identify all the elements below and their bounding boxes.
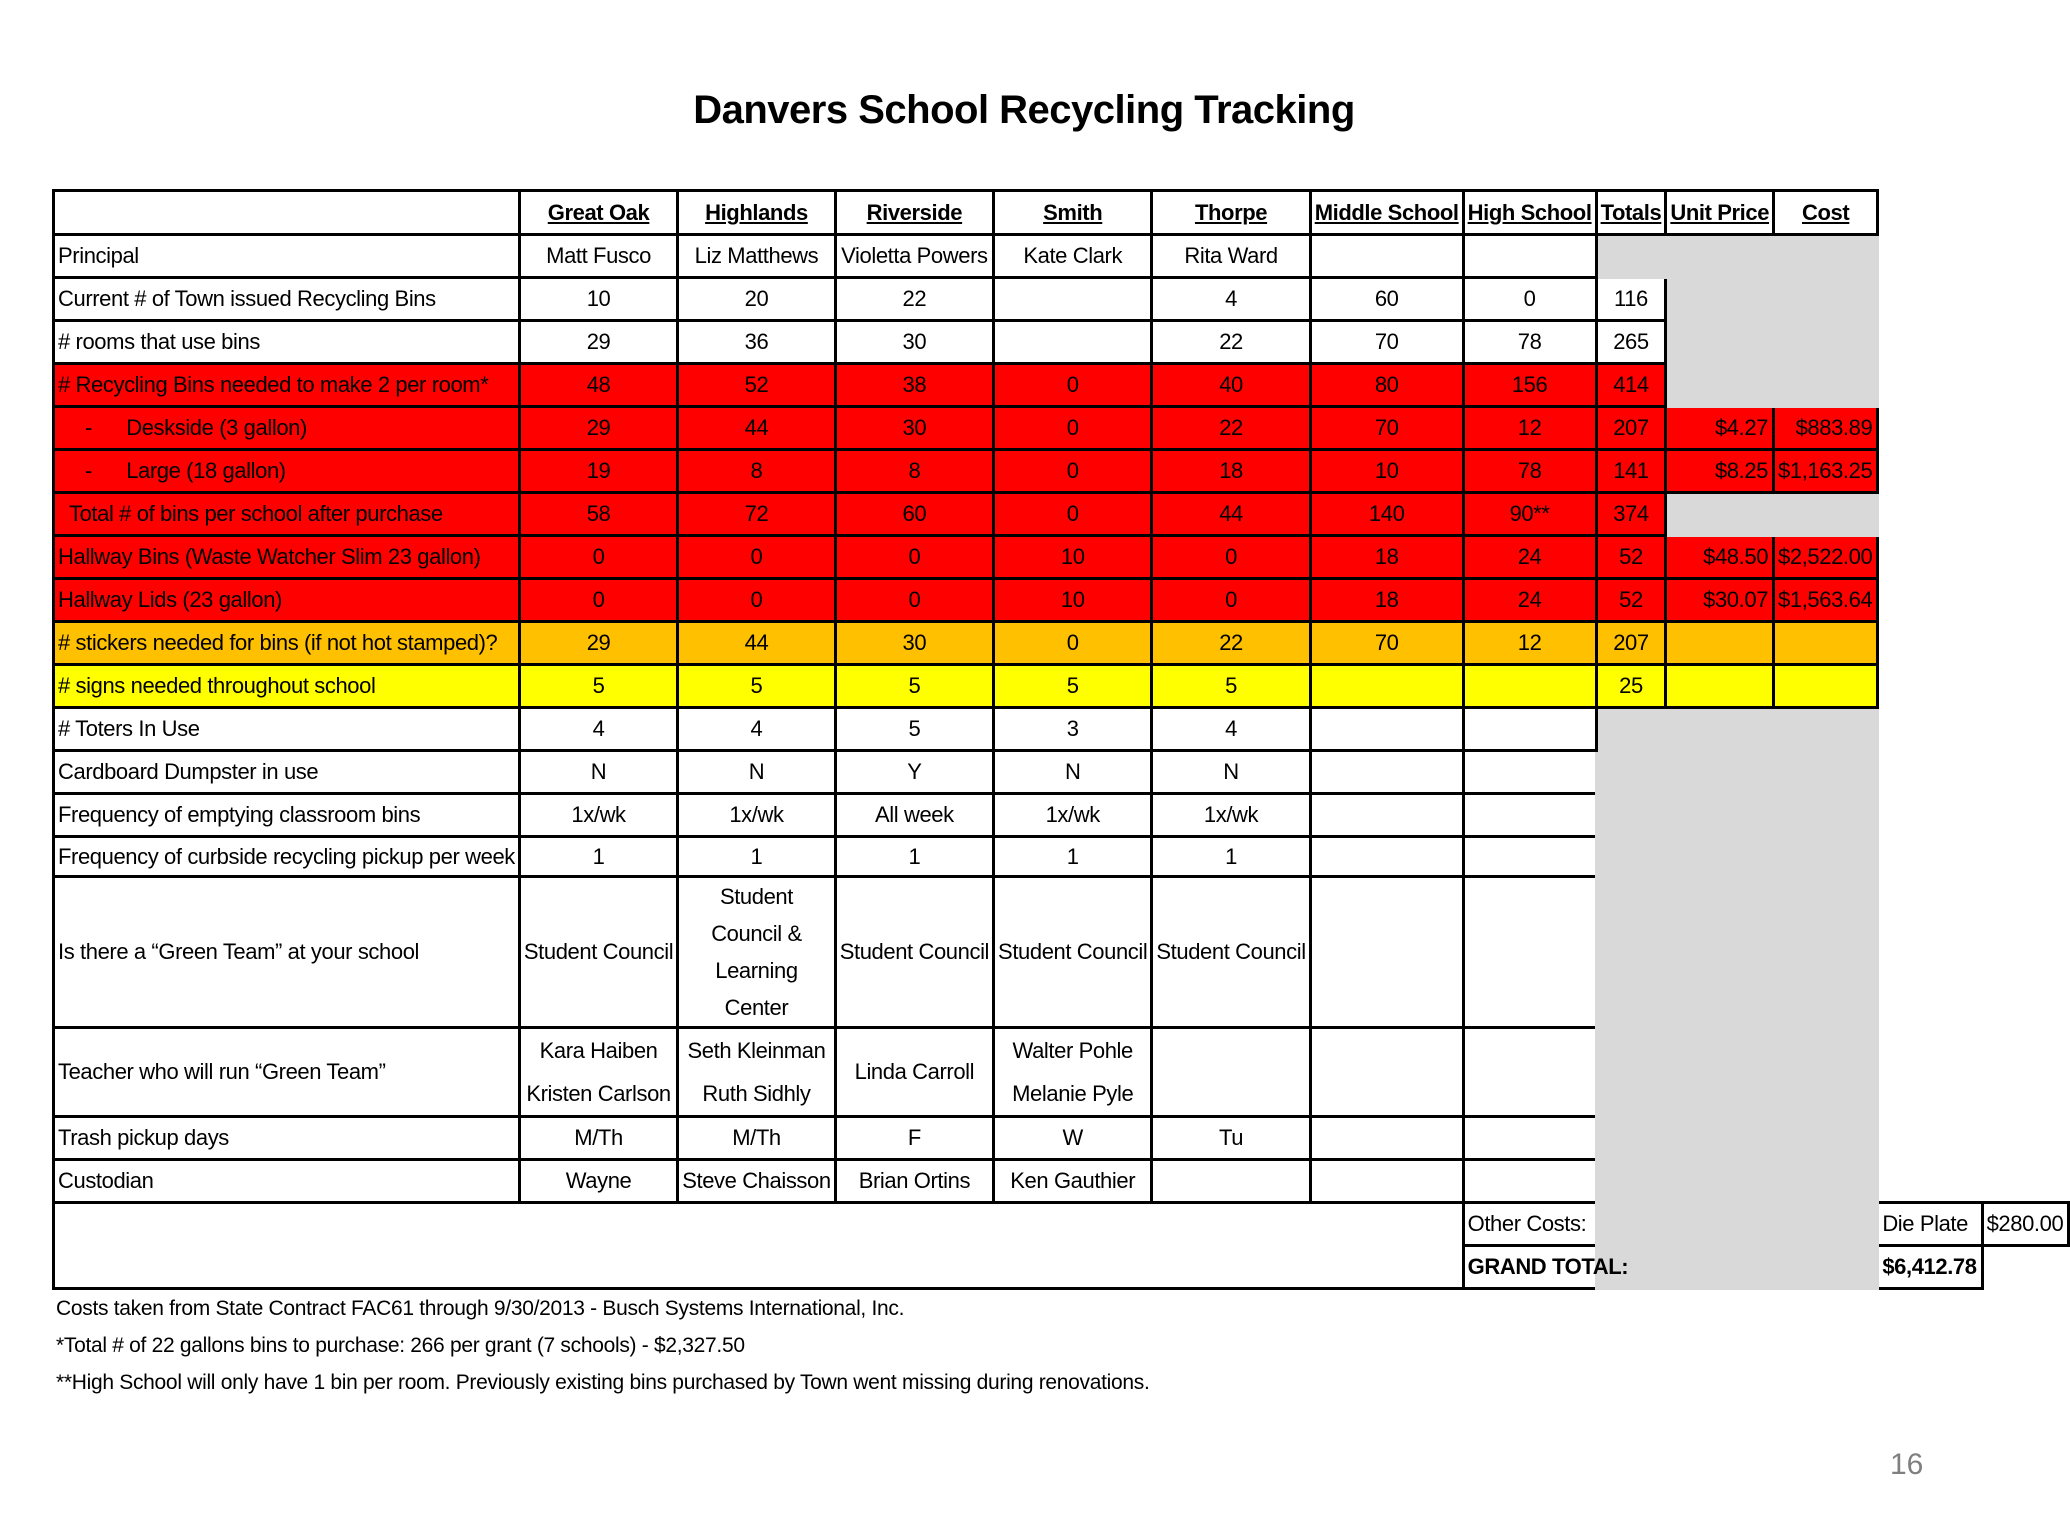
- grand-total-amount: $6,412.78: [1878, 1246, 1982, 1289]
- table-row: [54, 321, 2069, 364]
- total-cell: 52: [1596, 536, 1666, 579]
- cell: 40: [1152, 364, 1310, 407]
- row-label: # signs needed throughout school: [54, 665, 520, 708]
- col-header: Totals: [1596, 191, 1666, 235]
- cell: 29: [519, 622, 677, 665]
- row-label: Custodian: [54, 1160, 520, 1203]
- cell: 60: [835, 493, 993, 536]
- cell: [1463, 1160, 1596, 1203]
- cell: 0: [1152, 579, 1310, 622]
- cell: 58: [519, 493, 677, 536]
- cell: [1463, 877, 1596, 1028]
- cell: 29: [519, 321, 677, 364]
- cell: 52: [678, 364, 836, 407]
- cell: Student Council: [835, 877, 993, 1028]
- unit-price-cell: [1666, 622, 1774, 665]
- cell: 24: [1463, 579, 1596, 622]
- cell: 4: [1152, 708, 1310, 751]
- row-label: Trash pickup days: [54, 1117, 520, 1160]
- cell: 10: [519, 278, 677, 321]
- cell: [1463, 794, 1596, 837]
- cell: 70: [1310, 407, 1463, 450]
- table-row: [54, 364, 2069, 407]
- teacher-name: Kara Haiben: [539, 1038, 658, 1063]
- cell: 29: [519, 407, 677, 450]
- cell: 0: [519, 579, 677, 622]
- cell: Brian Ortins: [835, 1160, 993, 1203]
- unit-price-cell: $30.07: [1666, 579, 1774, 622]
- cell: 78: [1463, 450, 1596, 493]
- col-header: Cost: [1774, 191, 1878, 235]
- cell: 0: [994, 364, 1152, 407]
- cell: [1310, 877, 1463, 1028]
- cell: 1: [994, 837, 1152, 877]
- cell: Rita Ward: [1152, 235, 1310, 278]
- cell: 5: [519, 665, 677, 708]
- cost-cell: [1774, 665, 1878, 708]
- row-label: Frequency of emptying classroom bins: [54, 794, 520, 837]
- total-cell: 265: [1596, 321, 1666, 364]
- cell: 72: [678, 493, 836, 536]
- cell: [519, 1028, 677, 1117]
- teacher-name: Kristen Carlson: [526, 1081, 671, 1106]
- cell: 30: [835, 321, 993, 364]
- cell: [994, 1028, 1152, 1117]
- cell: [994, 278, 1152, 321]
- row-label: - Deskside (3 gallon): [54, 407, 520, 450]
- corner-cell: [54, 191, 520, 235]
- cell: 156: [1463, 364, 1596, 407]
- cell: 4: [519, 708, 677, 751]
- cell: [1310, 1028, 1463, 1117]
- cell: 1: [678, 837, 836, 877]
- cell: N: [519, 751, 677, 794]
- cost-cell: $1,163.25: [1774, 450, 1878, 493]
- table-row: [54, 665, 2069, 708]
- cell: [1310, 837, 1463, 877]
- cell: [1463, 837, 1596, 877]
- cell: N: [678, 751, 836, 794]
- row-label: # rooms that use bins: [54, 321, 520, 364]
- page-title: Danvers School Recycling Tracking: [693, 88, 1355, 132]
- teacher-name: Ruth Sidhly: [702, 1081, 811, 1106]
- cell: 0: [1463, 278, 1596, 321]
- table-row: [54, 622, 2069, 665]
- cell: 80: [1310, 364, 1463, 407]
- cell: 0: [1152, 536, 1310, 579]
- cell: 48: [519, 364, 677, 407]
- header-row: [54, 191, 2069, 235]
- cell: 30: [835, 407, 993, 450]
- cell: [1463, 235, 1596, 278]
- col-header: Thorpe: [1152, 191, 1310, 235]
- col-header: Smith: [994, 191, 1152, 235]
- cell: 30: [835, 622, 993, 665]
- shaded-cell: [1666, 364, 1878, 407]
- cell: 1x/wk: [994, 794, 1152, 837]
- cell: [1310, 1160, 1463, 1203]
- cell: 70: [1310, 321, 1463, 364]
- cell: Student Council: [519, 877, 677, 1028]
- row-label: Current # of Town issued Recycling Bins: [54, 278, 520, 321]
- cost-cell: $1,563.64: [1774, 579, 1878, 622]
- row-label: # Toters In Use: [54, 708, 520, 751]
- cell: 0: [519, 536, 677, 579]
- cell: 22: [1152, 407, 1310, 450]
- col-header: Great Oak: [519, 191, 677, 235]
- cell: 4: [1152, 278, 1310, 321]
- cell: 78: [1463, 321, 1596, 364]
- cell: 10: [1310, 450, 1463, 493]
- cell: [1152, 1028, 1310, 1117]
- cell: [1463, 751, 1596, 794]
- row-label: Is there a “Green Team” at your school: [54, 877, 520, 1028]
- unit-price-cell: $8.25: [1666, 450, 1774, 493]
- footnote: **High School will only have 1 bin per room. Previously existing bins purchased by Town went missing during renovations.: [56, 1371, 1150, 1394]
- cell: [1310, 665, 1463, 708]
- recycling-table: [52, 189, 2070, 1290]
- cell: F: [835, 1117, 993, 1160]
- cell: W: [994, 1117, 1152, 1160]
- cell: 22: [835, 278, 993, 321]
- cell: 10: [994, 536, 1152, 579]
- unit-price-cell: [1666, 665, 1774, 708]
- cell: 1: [1152, 837, 1310, 877]
- cell: 19: [519, 450, 677, 493]
- cell: 0: [994, 407, 1152, 450]
- cell: Liz Matthews: [678, 235, 836, 278]
- cell: 90**: [1463, 493, 1596, 536]
- cell: 36: [678, 321, 836, 364]
- cell: Ken Gauthier: [994, 1160, 1152, 1203]
- cell: 44: [1152, 493, 1310, 536]
- unit-price-cell: $48.50: [1666, 536, 1774, 579]
- shaded-cell: [1666, 321, 1878, 364]
- cell: [1463, 1117, 1596, 1160]
- cell: 5: [1152, 665, 1310, 708]
- cell: N: [994, 751, 1152, 794]
- cell: Violetta Powers: [835, 235, 993, 278]
- cell: 20: [678, 278, 836, 321]
- table-row: [54, 450, 2069, 493]
- cell: 1x/wk: [678, 794, 836, 837]
- col-header: Riverside: [835, 191, 993, 235]
- unit-price-cell: $4.27: [1666, 407, 1774, 450]
- other-costs-item: Die Plate: [1878, 1203, 1982, 1246]
- row-label: Cardboard Dumpster in use: [54, 751, 520, 794]
- cell: [1310, 1117, 1463, 1160]
- cell: 24: [1463, 536, 1596, 579]
- cell: 0: [835, 579, 993, 622]
- cell: Student Council & Learning Center: [678, 877, 836, 1028]
- cell: 3: [994, 708, 1152, 751]
- row-label: - Large (18 gallon): [54, 450, 520, 493]
- cell: 18: [1310, 579, 1463, 622]
- shaded-cell: [1666, 278, 1878, 321]
- cell: Y: [835, 751, 993, 794]
- row-label: Total # of bins per school after purchase: [54, 493, 520, 536]
- cell: 1x/wk: [519, 794, 677, 837]
- cell: 12: [1463, 622, 1596, 665]
- cell: 22: [1152, 622, 1310, 665]
- col-header: High School: [1463, 191, 1596, 235]
- cell: 0: [678, 536, 836, 579]
- cell: 60: [1310, 278, 1463, 321]
- cell: Steve Chaisson: [678, 1160, 836, 1203]
- table-row: [54, 536, 2069, 579]
- table-row: [54, 235, 2069, 278]
- cell: Wayne: [519, 1160, 677, 1203]
- cell: Matt Fusco: [519, 235, 677, 278]
- table-row: [54, 708, 2069, 751]
- cell: 44: [678, 407, 836, 450]
- cell: Student Council: [1152, 877, 1310, 1028]
- cost-cell: $2,522.00: [1774, 536, 1878, 579]
- total-cell: 414: [1596, 364, 1666, 407]
- total-cell: 207: [1596, 622, 1666, 665]
- col-header: Middle School: [1310, 191, 1463, 235]
- footnote: Costs taken from State Contract FAC61 through 9/30/2013 - Busch Systems International, Inc.: [56, 1297, 905, 1320]
- cell: M/Th: [519, 1117, 677, 1160]
- col-header: Highlands: [678, 191, 836, 235]
- cell: [1463, 665, 1596, 708]
- total-cell: 52: [1596, 579, 1666, 622]
- cell: [1463, 1028, 1596, 1117]
- total-cell: 141: [1596, 450, 1666, 493]
- row-label: Frequency of curbside recycling pickup per week: [54, 837, 520, 877]
- cell: Tu: [1152, 1117, 1310, 1160]
- cell: 10: [994, 579, 1152, 622]
- cost-cell: [1774, 622, 1878, 665]
- cell: [1463, 708, 1596, 751]
- cell: 5: [835, 708, 993, 751]
- row-label: # Recycling Bins needed to make 2 per room*: [54, 364, 520, 407]
- table-row: [54, 407, 2069, 450]
- cell: 22: [1152, 321, 1310, 364]
- total-cell: 374: [1596, 493, 1666, 536]
- teacher-name: Walter Pohle: [1012, 1038, 1133, 1063]
- cell: [994, 321, 1152, 364]
- table-row: [54, 493, 2069, 536]
- cell: N: [1152, 751, 1310, 794]
- cell: 1x/wk: [1152, 794, 1310, 837]
- cell: 12: [1463, 407, 1596, 450]
- cell: 0: [994, 493, 1152, 536]
- cell: 18: [1310, 536, 1463, 579]
- cell: Kate Clark: [994, 235, 1152, 278]
- col-header: Unit Price: [1666, 191, 1774, 235]
- row-label: Hallway Bins (Waste Watcher Slim 23 gallon): [54, 536, 520, 579]
- shaded-cell: [1596, 235, 1878, 278]
- other-costs-label: Other Costs:: [1463, 1203, 1596, 1246]
- shaded-cell: [1666, 493, 1878, 536]
- cell: 0: [678, 579, 836, 622]
- cell: 38: [835, 364, 993, 407]
- cost-cell: $883.89: [1774, 407, 1878, 450]
- row-label: Teacher who will run “Green Team”: [54, 1028, 520, 1117]
- teacher-name: Melanie Pyle: [1012, 1081, 1134, 1106]
- total-cell: 207: [1596, 407, 1666, 450]
- cell: 1: [835, 837, 993, 877]
- row-label: # stickers needed for bins (if not hot stamped)?: [54, 622, 520, 665]
- cell: M/Th: [678, 1117, 836, 1160]
- cell: 5: [994, 665, 1152, 708]
- cell: [1310, 235, 1463, 278]
- grand-total-label: GRAND TOTAL:: [1463, 1246, 1773, 1289]
- cell: [1152, 1160, 1310, 1203]
- cell: 5: [678, 665, 836, 708]
- cell: 4: [678, 708, 836, 751]
- cell: 44: [678, 622, 836, 665]
- footnotes: [56, 1290, 1150, 1401]
- shaded-cell: [1596, 708, 1878, 1289]
- blank-summary-area: [54, 1203, 1464, 1289]
- table-row: [54, 278, 2069, 321]
- total-cell: 116: [1596, 278, 1666, 321]
- cell: 18: [1152, 450, 1310, 493]
- cell: Linda Carroll: [835, 1028, 993, 1117]
- cell: All week: [835, 794, 993, 837]
- footnote: *Total # of 22 gallons bins to purchase: 266 per grant (7 schools) - $2,327.50: [56, 1334, 745, 1357]
- cell: [1310, 708, 1463, 751]
- total-cell: 25: [1596, 665, 1666, 708]
- cell: Student Council: [994, 877, 1152, 1028]
- other-costs-amount: $280.00: [1982, 1203, 2069, 1246]
- table-row: [54, 579, 2069, 622]
- cell: 140: [1310, 493, 1463, 536]
- page-number: 16: [1890, 1448, 1924, 1481]
- cell: 1: [519, 837, 677, 877]
- row-label: Hallway Lids (23 gallon): [54, 579, 520, 622]
- teacher-name: Seth Kleinman: [687, 1038, 826, 1063]
- cell: 0: [994, 450, 1152, 493]
- cell: 70: [1310, 622, 1463, 665]
- row-label: Principal: [54, 235, 520, 278]
- cell: 8: [678, 450, 836, 493]
- cell: [678, 1028, 836, 1117]
- cell: 5: [835, 665, 993, 708]
- cell: 0: [994, 622, 1152, 665]
- cell: [1310, 794, 1463, 837]
- cell: 8: [835, 450, 993, 493]
- cell: 0: [835, 536, 993, 579]
- cell: [1310, 751, 1463, 794]
